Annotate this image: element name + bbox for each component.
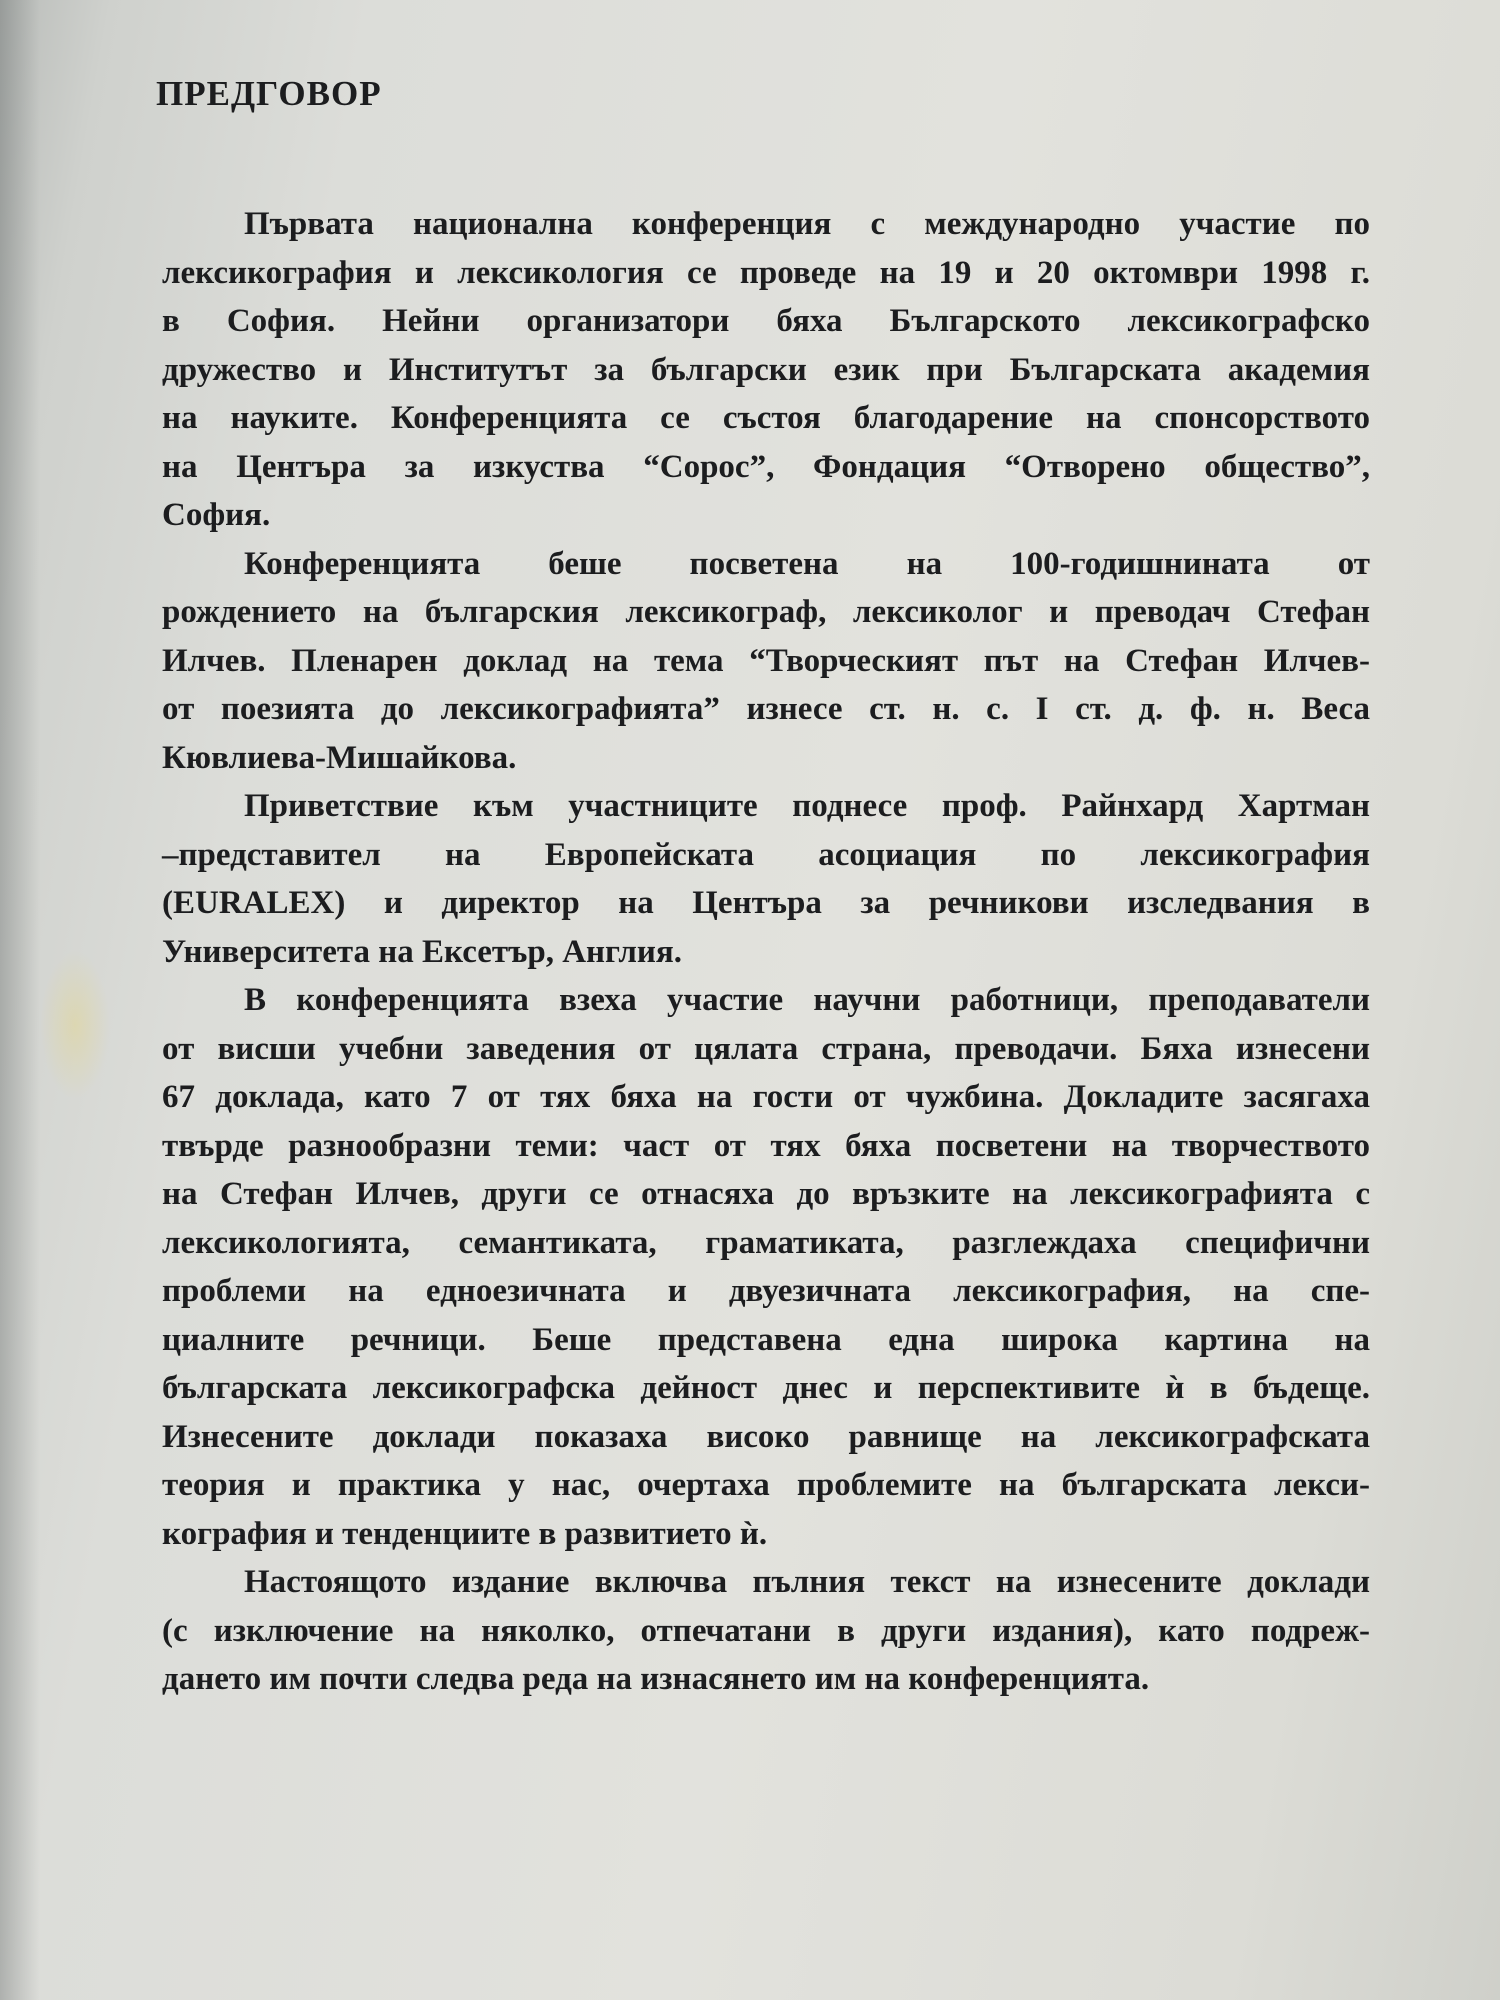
text-line: Конференцията беше посветена на 100-годишнината от	[244, 545, 1370, 582]
text-line: от поезията до лексикографията” изнесе ст. н. с. I ст. д. ф. н. Веса	[162, 691, 1370, 727]
text-line: рождението на българския лексикограф, лексиколог и преводач Стефан	[162, 594, 1370, 630]
text-line: лексикологията, семантиката, граматиката, разглеждаха специфични	[162, 1224, 1370, 1261]
text-line: 67 доклада, като 7 от тях бяха на гости от чужбина. Докладите засягаха	[162, 1079, 1370, 1115]
paragraph-5	[80, 1558, 1370, 1704]
text-line: Първата национална конференция с международно участие по	[244, 206, 1370, 242]
page-binding-shadow	[0, 0, 40, 2000]
text-line: твърде разнообразни теми: част от тях бяха посветени на творчеството	[162, 1127, 1370, 1164]
text-line: кография и тенденциите в развитието ѝ.	[162, 1515, 768, 1552]
text-line: българската лексикографска дейност днес и перспективите ѝ в бъдеще.	[162, 1370, 1370, 1406]
text-line: циалните речници. Беше представена една широка картина на	[162, 1321, 1370, 1358]
text-line: от висши учебни заведения от цялата страна, преводачи. Бяха изнесени	[162, 1030, 1370, 1067]
page-title: ПРЕДГОВОР	[156, 74, 382, 113]
text-line: Университета на Ексетър, Англия.	[162, 933, 682, 970]
text-line: –представител на Европейската асоциация по лексикография	[162, 836, 1370, 873]
paragraph-4	[80, 976, 1370, 1558]
text-line: лексикография и лексикология се проведе на 19 и 20 октомври 1998 г.	[162, 254, 1370, 291]
paragraph-3	[80, 782, 1370, 976]
paragraph-1	[80, 200, 1370, 540]
text-line: Изнесените доклади показаха високо равнище на лексикографската	[162, 1418, 1370, 1455]
text-line: дружество и Институтът за български език при Българската академия	[162, 351, 1370, 388]
text-line: София.	[162, 497, 271, 533]
text-line: на Центъра за изкуства “Сорос”, Фондация “Отворено общество”,	[162, 448, 1370, 485]
text-line: на науките. Конференцията се състоя благодарение на спонсорството	[162, 400, 1370, 436]
text-line: Илчев. Пленарен доклад на тема “Творческият път на Стефан Илчев-	[162, 642, 1370, 679]
text-line: Кювлиева-Мишайкова.	[162, 739, 517, 776]
page-text	[80, 70, 1370, 1704]
text-line: Приветствие към участниците поднесе проф. Райнхард Хартман	[244, 788, 1370, 824]
text-line: в София. Нейни организатори бяха Българското лексикографско	[162, 303, 1370, 339]
text-line: на Стефан Илчев, други се отнасяха до връзките на лексикографията с	[162, 1176, 1370, 1212]
text-line: Настоящото издание включва пълния текст на изнесените доклади	[244, 1564, 1370, 1600]
text-line: В конференцията взеха участие научни работници, преподаватели	[244, 982, 1370, 1018]
text-line: теория и практика у нас, очертаха проблемите на българската лекси-	[162, 1467, 1370, 1503]
text-line: дането им почти следва реда на изнасянето им на конференцията.	[162, 1661, 1150, 1697]
text-line: проблеми на едноезичната и двуезичната лексикография, на спе-	[162, 1273, 1370, 1309]
text-line: (EURALEX) и директор на Центъра за речникови изследвания в	[162, 885, 1370, 921]
paragraph-2	[80, 540, 1370, 783]
text-line: (с изключение на няколко, отпечатани в други издания), като подреж-	[162, 1612, 1370, 1649]
